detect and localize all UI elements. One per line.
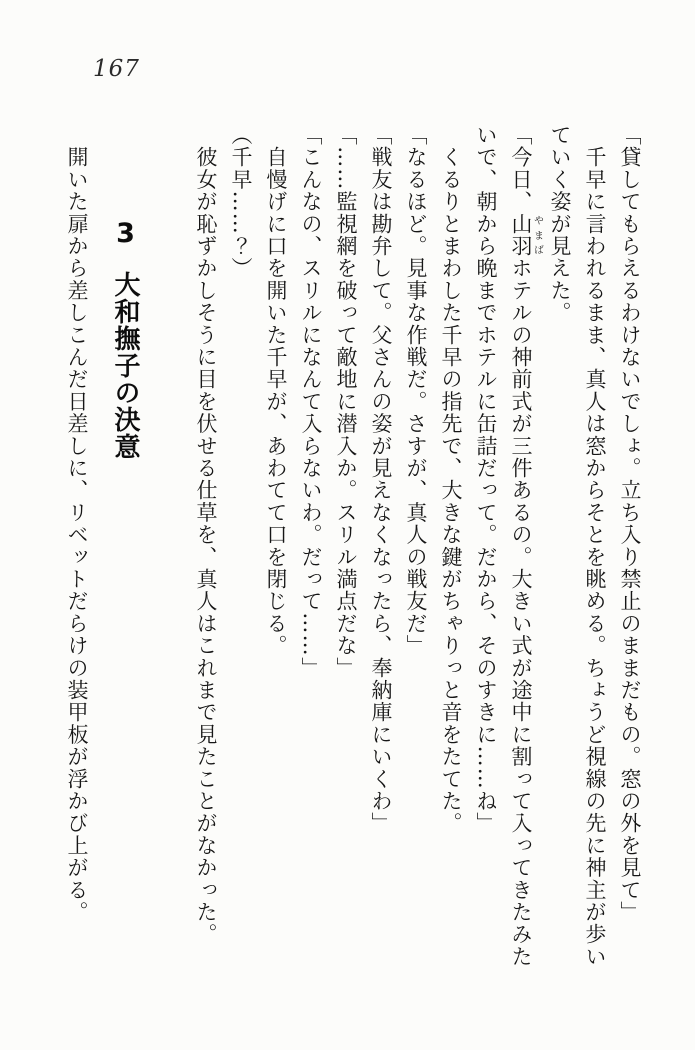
paragraph: 「貸してもらえるわけないでしょ。立ち入り禁止のままだもの。窓の外を見て」 (618, 124, 642, 924)
paragraph: 千早に言われるまま、真人は窓からそとを眺める。ちょうど視線の先に神主が歩い ていく姿が見えた。 (548, 124, 607, 968)
text-before-heading (188, 124, 647, 976)
paragraph: 「今日、山羽やまばホテルの神前式が三件あるの。大きい式が途中に割って入ってきたみた いで、朝から晩までホテルに缶詰だって。だから、そのすきに……ね」 (474, 124, 543, 968)
paragraph: くるりとまわした千早の指先で、大きな鍵がちゃりっと音をたてた。 (439, 124, 463, 835)
chapter-number: 3 (116, 220, 135, 247)
paragraph: 「戦友は勘弁して。父さんの姿が見えなくなったら、奉納庫にいくわ」 (369, 124, 393, 835)
paragraph: 開いた扉から差しこんだ日差しに、リベットだらけの装甲板が浮かび上がる。 (65, 124, 89, 924)
page-text (59, 124, 647, 976)
paragraph: 彼女が恥ずかしそうに目を伏せる仕草を、真人はこれまで見たことがなかった。 (194, 124, 218, 946)
paragraph: 自慢げに口を開いた千早が、あわてて口を閉じる。 (264, 124, 288, 657)
chapter-title: 大和撫子の決意 (110, 271, 140, 460)
text-after-heading (59, 124, 94, 976)
paragraph: 「なるほど。見事な作戦だ。さすが、真人の戦友だ」 (404, 124, 428, 657)
paragraph: （千早……？） (229, 124, 253, 280)
page-number: 167 (93, 56, 140, 82)
paragraph: 「こんなの、スリルになんて入らないわ。だって……」 (299, 124, 323, 679)
chapter-heading (102, 124, 148, 976)
paragraph: 「……監視網を破って敵地に潜入か。スリル満点だな」 (334, 124, 358, 679)
